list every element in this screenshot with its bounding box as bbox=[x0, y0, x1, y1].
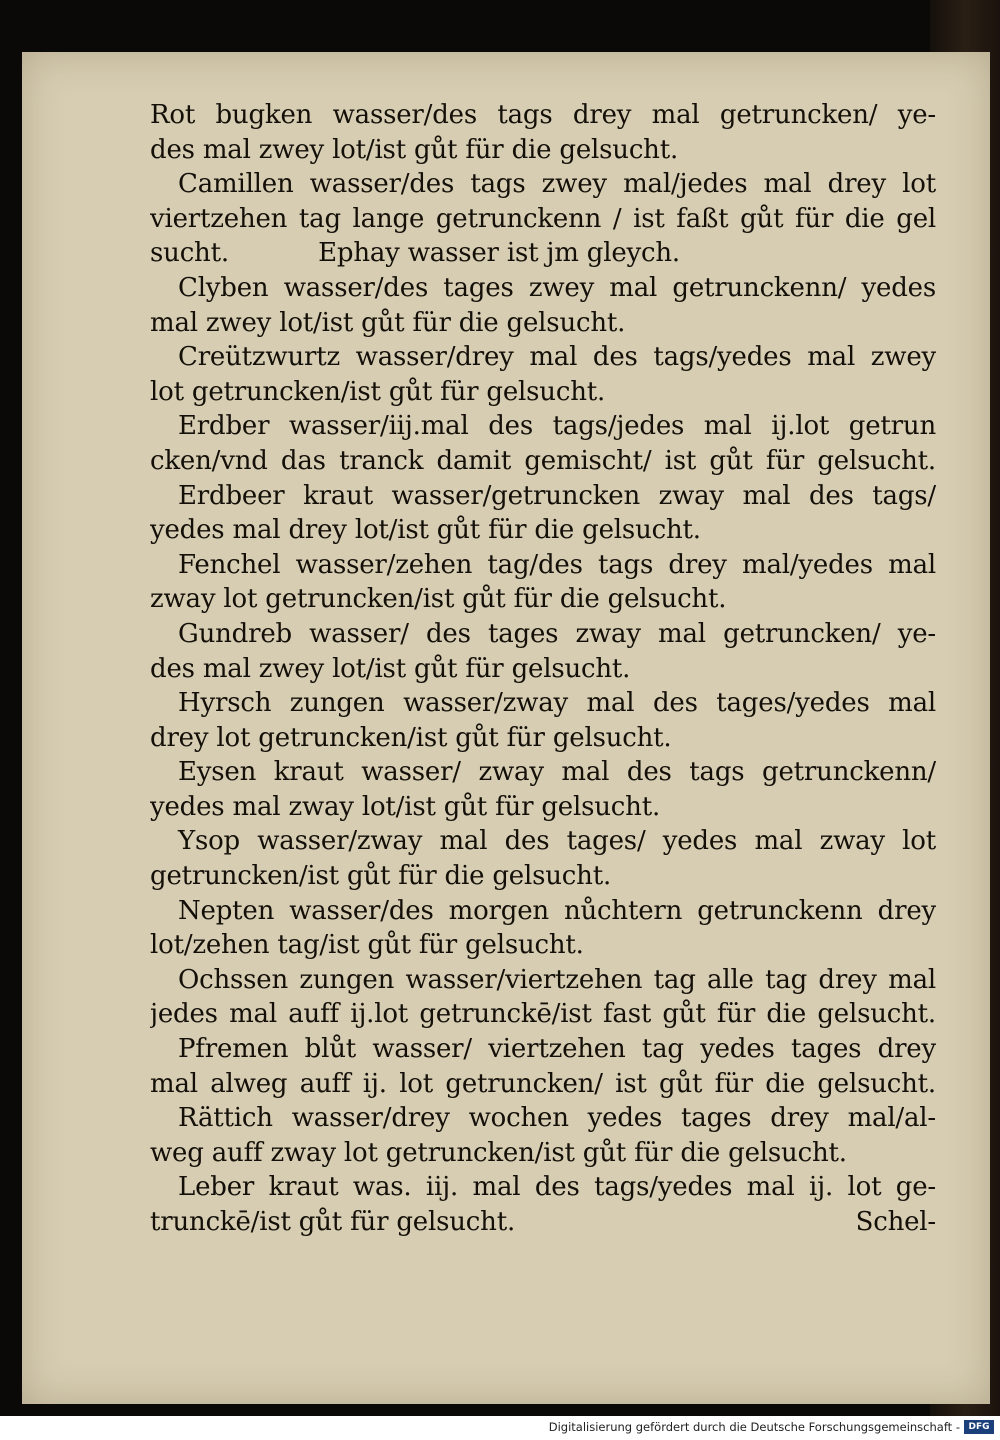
catchword: Schel- bbox=[855, 1207, 936, 1237]
text-line: Erdbeer kraut wasser/getruncken zway mal des tags/ bbox=[178, 480, 936, 511]
text-line: zway lot getruncken/ist gůt für die gelsucht. bbox=[150, 584, 727, 615]
text-line: mal alweg auff ij. lot getruncken/ ist gůt für die gelsucht. bbox=[150, 1068, 936, 1099]
text-line: Eysen kraut wasser/ zway mal des tags getrunckenn/ bbox=[178, 757, 936, 788]
text-line: Ysop wasser/zway mal des tages/ yedes mal zway lot bbox=[178, 826, 936, 857]
text-line: Hyrsch zungen wasser/zway mal des tages/yedes mal bbox=[178, 688, 936, 719]
funding-credit: Digitalisierung gefördert durch die Deutsche Forschungsgemeinschaft - bbox=[548, 1420, 960, 1434]
text-line: Nepten wasser/des morgen nůchtern getrunckenn drey bbox=[178, 895, 936, 926]
text-line: mal zwey lot/ist gůt für die gelsucht. bbox=[150, 307, 626, 338]
text-line: yedes mal zway lot/ist gůt für gelsucht. bbox=[150, 791, 661, 822]
text-line: yedes mal drey lot/ist gůt für die gelsucht. bbox=[150, 515, 701, 546]
text-line: lot getruncken/ist gůt für gelsucht. bbox=[150, 376, 606, 407]
text-fragment: trunckē/ist gůt für gelsucht. bbox=[150, 1207, 516, 1237]
text-line: weg auff zway lot getruncken/ist gůt für die gelsucht. bbox=[150, 1137, 847, 1168]
text-line: Leber kraut was. iij. mal des tags/yedes mal ij. lot ge- bbox=[178, 1172, 936, 1203]
text-line: Rot bugken wasser/des tags drey mal getruncken/ ye- bbox=[150, 100, 936, 130]
text-line: Fenchel wasser/zehen tag/des tags drey mal/yedes mal bbox=[178, 549, 936, 580]
text-line: Rättich wasser/drey wochen yedes tages drey mal/al- bbox=[178, 1103, 936, 1134]
page-text bbox=[150, 98, 936, 1240]
text-line: jedes mal auff ij.lot getrunckē/ist fast gůt für die gelsucht. bbox=[150, 999, 936, 1030]
text-line: cken/vnd das tranck damit gemischt/ ist gůt für gelsucht. bbox=[150, 445, 936, 476]
text-line: des mal zwey lot/ist gůt für gelsucht. bbox=[150, 653, 631, 684]
text-line: des mal zwey lot/ist gůt für die gelsucht. bbox=[150, 134, 679, 165]
text-line: Erdber wasser/iij.mal des tags/jedes mal ij.lot getrun bbox=[178, 411, 936, 442]
text-line: Camillen wasser/des tags zwey mal/jedes mal drey lot bbox=[178, 169, 936, 200]
text-line: Creützwurtz wasser/drey mal des tags/yedes mal zwey bbox=[178, 342, 936, 373]
dfg-logo: DFG bbox=[964, 1420, 994, 1434]
text-line: lot/zehen tag/ist gůt für gelsucht. bbox=[150, 930, 584, 961]
text-line: Ochssen zungen wasser/viertzehen tag alle tag drey mal bbox=[178, 964, 936, 995]
text-line: drey lot getruncken/ist gůt für gelsucht. bbox=[150, 722, 672, 753]
text-line: Gundreb wasser/ des tages zway mal getruncken/ ye- bbox=[178, 618, 936, 649]
text-line: getruncken/ist gůt für die gelsucht. bbox=[150, 861, 612, 892]
text-fragment: sucht. bbox=[150, 238, 229, 269]
footer-bar bbox=[0, 1416, 1000, 1440]
text-line: Pfremen blůt wasser/ viertzehen tag yedes tages drey bbox=[178, 1034, 936, 1065]
text-line: viertzehen tag lange getrunckenn / ist faßt gůt für die gel bbox=[150, 203, 936, 234]
text-line bbox=[150, 236, 936, 271]
text-line bbox=[150, 1205, 936, 1240]
text-line: Clyben wasser/des tages zwey mal getrunckenn/ yedes bbox=[178, 272, 936, 303]
book-page bbox=[22, 52, 990, 1404]
text-fragment: Ephay wasser ist jm gleych. bbox=[318, 238, 680, 269]
